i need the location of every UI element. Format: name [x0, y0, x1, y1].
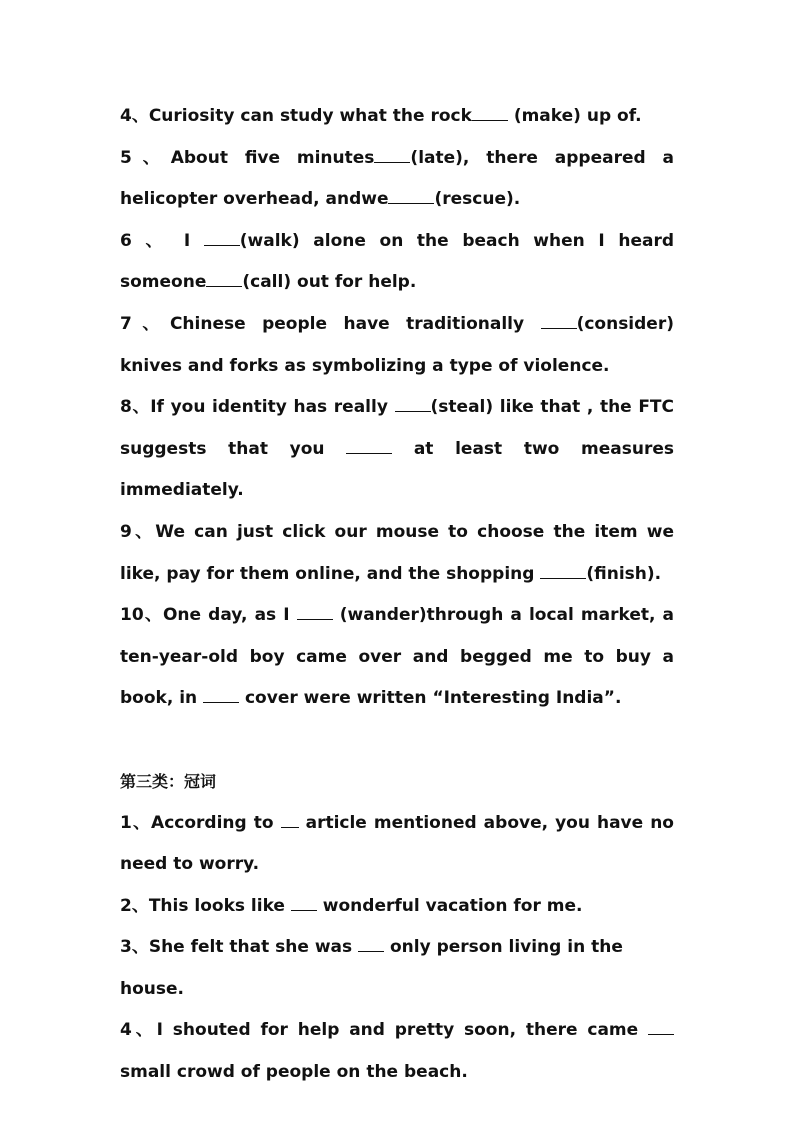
answer-blank[interactable] — [358, 936, 384, 952]
answer-blank[interactable] — [206, 271, 242, 287]
question-text: (make) up of. — [507, 106, 642, 126]
question-text: (finish). — [586, 563, 662, 584]
answer-blank[interactable] — [540, 562, 586, 578]
answer-blank[interactable] — [346, 437, 392, 453]
answer-blank[interactable] — [388, 188, 434, 204]
question-5 — [120, 138, 674, 221]
answer-blank[interactable] — [541, 313, 577, 329]
answer-blank[interactable] — [203, 687, 239, 703]
question-text: 3、She felt that she was — [120, 937, 359, 958]
article-question-2 — [120, 886, 674, 928]
question-text: 8、If you identity has really — [120, 397, 395, 418]
question-text: 7、Chinese people have traditionally — [120, 313, 541, 334]
article-question-4 — [120, 1010, 674, 1093]
question-text: 9、We can just click our mouse to choose the item we like, pay for them online, and the shopping — [120, 521, 674, 584]
answer-blank[interactable] — [374, 146, 410, 162]
question-text: 2、This looks like — [120, 895, 291, 916]
answer-blank[interactable] — [291, 894, 317, 910]
question-7 — [120, 304, 674, 387]
question-text: only person living in the house. — [120, 937, 623, 999]
question-text: (rescue). — [434, 189, 521, 210]
question-text: 5、About five minutes — [120, 147, 375, 168]
question-text: 4、Curiosity can study what the rock — [120, 106, 472, 126]
question-text: 10、One day, as I — [120, 605, 297, 626]
question-8 — [120, 387, 674, 512]
question-text: (late), there appeared a helicopter overhead, andwe — [120, 147, 674, 210]
question-text: (consider) knives and forks as symbolizing a type of violence. — [120, 313, 674, 376]
question-text: small crowd of people on the beach. — [120, 1062, 468, 1083]
question-text: 6 、 I — [120, 230, 204, 251]
question-text: (call) out for help. — [242, 272, 417, 293]
section-heading: 第三类：冠词 — [120, 771, 217, 791]
question-text: (wander)through a local market, a ten-year-old boy came over and begged me to buy a book, in — [120, 605, 674, 709]
answer-blank[interactable] — [281, 811, 299, 827]
question-text: (walk) alone on the beach when I heard someone — [120, 230, 674, 293]
question-4 — [120, 96, 674, 138]
question-text: cover were written “Interesting India”. — [239, 688, 622, 709]
question-9 — [120, 512, 674, 595]
answer-blank[interactable] — [472, 105, 508, 121]
question-text: 1、According to — [120, 812, 281, 833]
answer-blank[interactable] — [297, 604, 333, 620]
question-6 — [120, 221, 674, 304]
answer-blank[interactable] — [648, 1019, 674, 1035]
question-text: 4、I shouted for help and pretty soon, there came — [120, 1020, 648, 1041]
question-text: article mentioned above, you have no need to worry. — [120, 812, 674, 875]
question-text: at least two measures immediately. — [120, 438, 674, 501]
answer-blank[interactable] — [395, 396, 431, 412]
worksheet-page — [120, 96, 674, 1094]
question-10 — [120, 595, 674, 720]
article-question-1 — [120, 803, 674, 886]
answer-blank[interactable] — [204, 229, 240, 245]
article-question-3 — [120, 927, 674, 1010]
question-text: (steal) like that , the FTC suggests that you — [120, 397, 675, 459]
question-text: wonderful vacation for me. — [316, 895, 583, 916]
